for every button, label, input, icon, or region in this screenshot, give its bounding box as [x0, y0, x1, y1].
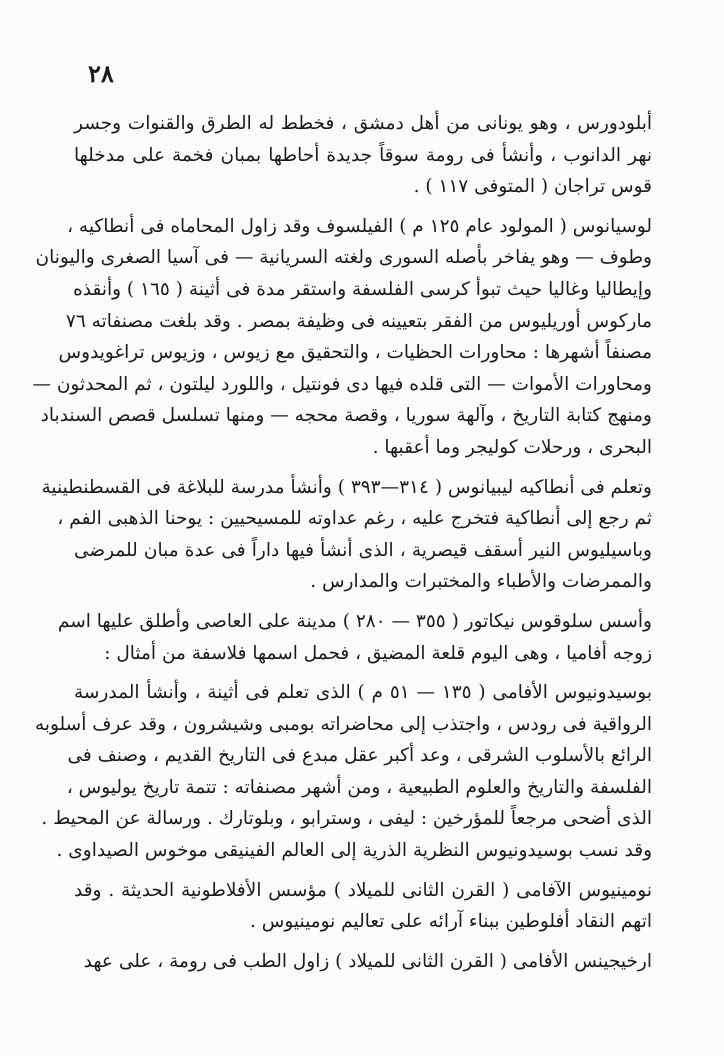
body-text	[32, 108, 652, 985]
paragraph	[34, 677, 652, 867]
text-line: ارخيجينس الأفامى ( القرن الثانى للميلاد ) زاول الطب فى رومة ، على عهد	[83, 950, 652, 972]
paragraph	[32, 211, 652, 464]
text-line: ومنهج كتابة التاريخ ، وآلهة سوريا ، وقصة محجه — ومنها تسلسل قصص السندباد	[40, 405, 652, 427]
text-line: اتهم النقاد أفلوطين ببناء آرائه على تعاليم نومينيوس .	[250, 911, 652, 933]
paragraph	[57, 606, 652, 669]
paragraph	[41, 472, 652, 598]
text-line: وأسس سلوقوس نيكاتور ( ٣٥٥ — ٢٨٠ ) مدينة على العاصى وأطلق عليها اسم	[57, 610, 652, 632]
text-line: لوسيانوس ( المولود عام ١٢٥ م ) الفيلسوف وقد زاول المحاماه فى أنطاكيه ،	[67, 215, 652, 237]
text-line: وإيطاليا وغاليا حيث تبوأ كرسى الفلسفة واستقر مدة فى أثينة ( ١٦٥ ) وأنقذه	[73, 278, 652, 300]
paragraph	[74, 946, 652, 978]
text-line: وقد نسب بوسيدونيوس النظرية الذرية إلى العالم الفينيقى موخوس الصيداوى .	[56, 840, 652, 862]
text-line: وباسيليوس النير أسقف قيصرية ، الذى أنشأ فيها داراً فى عدة مبان للمرضى	[74, 539, 652, 561]
text-line: والممرضات والأطباء والمختبرات والمدارس .	[310, 571, 652, 593]
text-line: ثم رجع إلى أنطاكية فتخرج عليه ، رغم عداوته للمسيحيين : يوحنا الذهبى الفم ،	[57, 508, 652, 530]
paragraph	[74, 875, 652, 938]
text-line: الرائع بالأسلوب الشرقى ، وعد أكبر عقل مبدع فى التاريخ القديم ، وصنف فى	[67, 745, 652, 767]
text-line: نهر الدانوب ، وأنشأ فى رومة سوقاً جديدة أحاطها بمبان فخمة على مدخلها	[74, 144, 652, 166]
text-line: أبلودورس ، وهو يونانى من أهل دمشق ، فخطط له الطرق والقنوات وجسر	[74, 113, 652, 134]
text-line: ماركوس أوريليوس من الفقر بتعيينه فى وظيفة بمصر . وقد بلغت مصنفاته ٧٦	[65, 310, 652, 332]
text-line: وطوف — وهو يفاخر بأصله السورى ولغته السريانية — فى آسيا الصغرى واليونان	[35, 247, 652, 269]
text-line: الرواقية فى رودس ، واجتذب إلى محاضراته بومبى وشيشرون ، وقد عرف أسلوبه	[34, 713, 652, 735]
text-line: زوجه أفاميا ، وهى اليوم قلعة المضيق ، فحمل اسمها فلاسفة من أمثال :	[104, 642, 652, 664]
text-line: ومحاورات الأموات — التى قلده فيها دى فونتيل ، واللورد ليلتون ، ثم المحدثون —	[32, 373, 652, 395]
text-line: مصنفاً أشهرها : محاورات الحظيات ، والتحقيق مع زيوس ، وزيوس تراغويدوس	[58, 342, 652, 364]
text-line: الذى أضحى مرجعاً للمؤرخين : ليفى ، وسترابو ، وبلوتارك . ورسالة عن المحيط .	[41, 808, 652, 830]
text-line: البحرى ، ورحلات كوليجر وما أعقبها .	[372, 436, 652, 458]
text-line: وتعلم فى أنطاكيه ليبيانوس ( ٣١٤—٣٩٣ ) وأنشأ مدرسة للبلاغة فى القسطنطينية	[41, 476, 652, 498]
paragraph	[74, 108, 652, 203]
text-line: الفلسفة والتاريخ والعلوم الطبيعية ، ومن أشهر مصنفاته : تتمة تاريخ يوليوس ،	[66, 776, 652, 798]
text-line: نومينيوس الآفامى ( القرن الثانى للميلاد ) مؤسس الأفلاطونية الحديثة . وقد	[74, 879, 652, 901]
text-line: قوس تراجان ( المتوفى ١١٧ ) .	[413, 176, 652, 198]
page-number: ٢٨	[88, 59, 114, 88]
text-line: بوسيدونيوس الأفامى ( ١٣٥ — ٥١ م ) الذى تعلم فى أثينة ، وأنشأ المدرسة	[74, 682, 652, 704]
